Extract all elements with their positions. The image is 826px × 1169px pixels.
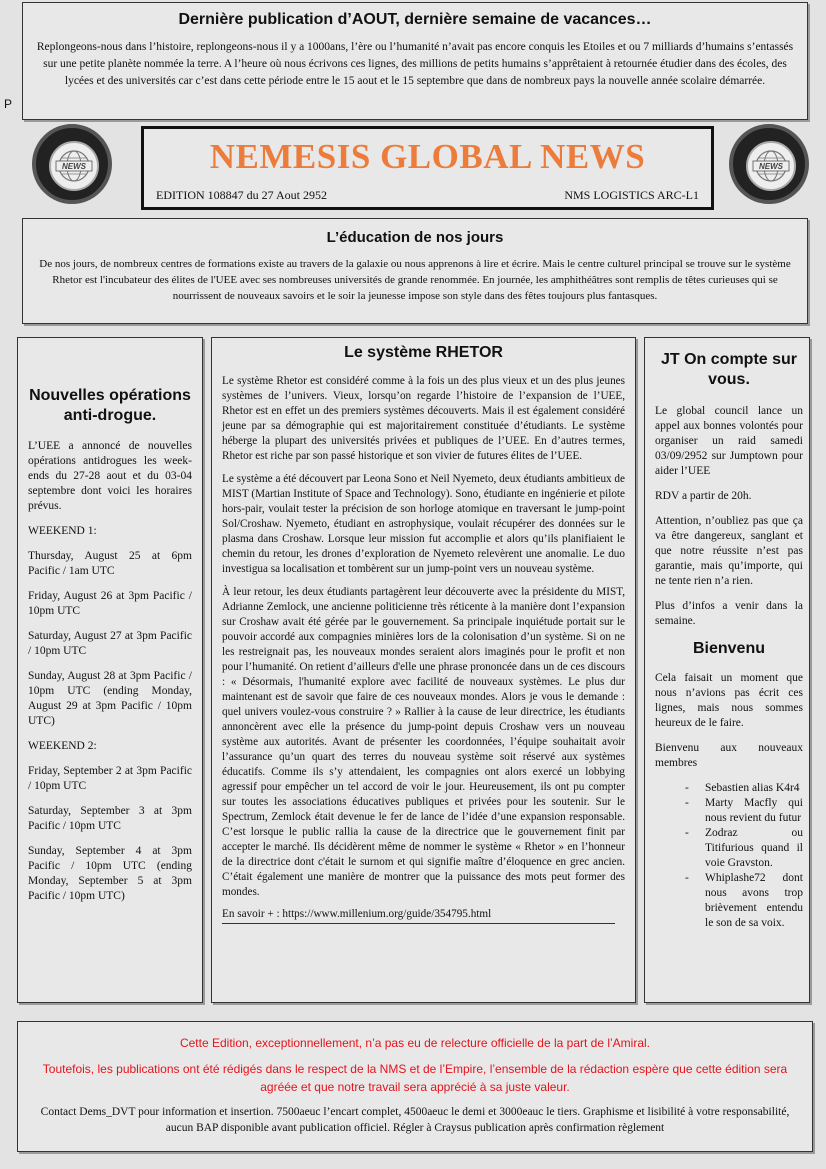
- banner-heading: Dernière publication d’AOUT, dernière semaine de vacances…: [178, 11, 652, 28]
- weekend-1-label: WEEKEND 1:: [28, 525, 97, 537]
- globe-news-icon: [746, 141, 796, 191]
- welcome-heading: Bienvenu: [692, 640, 765, 657]
- anti-drug-intro: L’UEE a annoncé de nouvelles opérations antidrogues les week-ends du 27-28 aout et du 03-04 septembre dont voici les horaires prévus.: [28, 440, 192, 512]
- rhetor-paragraph: À leur retour, les deux étudiants partagèrent leur découverte avec la présidente du MIST, Adrianne Zemlock, une ancienne politicienne très réticente à la manière dont l’expansion sur Croshaw avait été gérée par le gouvernement. Sa principale inquiétude portait sur le pouvoir accordé aux compagnies minières lors de la colonisation d’un système. Si on ne les restreignait pas, les nouveaux mondes seraient alors imaginés pour le profit et non pour l’humanité. On retient d’ailleurs d'elle une phrase prononcée dans un de ces discours : « Désormais, l'humanité explore avec facilité de nouveaux systèmes. Le plus dur maintenant est de savoir que faire de ces nouveaux mondes. Alors je vous le demande : quel univers voulez-vous construire ? » Rallier à la cause de leur directrice, les étudiants annoncèrent avec elle la présence du jump-point depuis Croshaw vers un nouveau système aux autorités. Avant de présenter les coordonnées, l’équipe souhaitait avoir l’assurance qu’un quart des terres du nouveau système soit réservé aux systèmes éducatifs. Comme ils s’y attendaient, les compagnies ont alors exercé un lobbying agressif pour empêcher un tel accord de voir le jour. Heureusement, ils ont pu compter sur toutes les associations éducatives publiques et privées pour les soutenir. Sur le Spectrum, Zemlock était devenue le fer de lance de l’idée d’une expansion responsable. C’est lorsque le public rallia la cause de la directrice que le gouvernement finit par accepter le marché. Ils décidèrent même de nommer le système « Rhetor » en l’honneur de la directrice dont c'était le surnom et qui signifie maître d’éloquence en grec ancien. C’était également une manière de montrer que la puissance des mots peut former des mondes.: [222, 586, 625, 898]
- stray-character: P: [4, 97, 13, 111]
- newspaper-title: NEMESIS GLOBAL NEWS: [209, 137, 646, 176]
- list-item: - Marty Macfly qui nous revient du futur: [655, 796, 803, 826]
- schedule-item: Sunday, September 4 at 3pm Pacific / 10pm UTC (ending Monday, September 5 at 3pm Pacific / 10pm UTC): [28, 845, 192, 902]
- schedule-item: Saturday, August 27 at 3pm Pacific / 10pm UTC: [28, 630, 192, 657]
- education-article: [22, 218, 808, 324]
- schedule-item: Sunday, August 28 at 3pm Pacific / 10pm UTC (ending Monday, August 29 at 3pm Pacific / 10pm UTC): [28, 670, 192, 727]
- anti-drug-heading: Nouvelles opérations anti-drogue.: [29, 387, 191, 424]
- welcome-paragraph: Cela faisait un moment que nous n’avions pas écrit ces lignes, mais nous sommes heureux de le faire.: [655, 672, 803, 729]
- jt-paragraph: Attention, n’oubliez pas que ça va être dangereux, sanglant et que notre réussite n’est pas garantie, mais qu’importe, qui ne tente rien n’a rien.: [655, 515, 803, 587]
- rhetor-heading: Le système RHETOR: [344, 344, 503, 361]
- more-info-link[interactable]: En savoir + : https://www.millenium.org/guide/354795.html: [222, 908, 615, 924]
- contact-info: Contact Dems_DVT pour information et insertion. 7500aeuc l’encart complet, 4500aeuc le demi et 3000eauc le tiers. Graphisme et lisibilité à votre responsabilité, aucun BAP disponible avant publication officiel. Régler à Craysus publication après confirmation règlement: [40, 1106, 790, 1134]
- compliance-notice: Toutefois, les publications ont été rédigés dans le respect de la NMS et de l’Empire, l’ensemble de la rédaction espère que cette édition sera agréée et que notre travail sera apprécié à sa juste valeur.: [42, 1062, 788, 1094]
- right-column: [644, 337, 810, 1003]
- jt-paragraph: Plus d’infos a venir dans la semaine.: [655, 600, 803, 627]
- right-news-badge: [729, 124, 809, 204]
- banner-body: Replongeons-nous dans l’histoire, replongeons-nous il y a 1000ans, l’ère ou l’humanité n’avait pas encore conquis les Etoiles et ou 7 milliards d’humains s’entassés sur une petite planète nommée la terre. A l’heure où nous écrivons ces lignes, des millions de petits humains s’apprêtaient à retournée étudier dans des écoles, des lycées et des universités car c’est dans cette période entre le 15 aout et le 15 septembre que dans de nombreux pays la nouvelle année scolaire démarrée.: [36, 41, 794, 87]
- schedule-item: Friday, September 2 at 3pm Pacific / 10pm UTC: [28, 765, 192, 792]
- edition-line: EDITION 108847 du 27 Aout 2952: [156, 188, 327, 202]
- schedule-item: Saturday, September 3 at 3pm Pacific / 10pm UTC: [28, 805, 192, 832]
- jt-paragraph: RDV a partir de 20h.: [655, 490, 752, 502]
- rhetor-paragraph: Le système a été découvert par Leona Sono et Neil Nyemeto, deux étudiants ambitieux de MIST (Martian Institute of Space and Technology). Sono, étudiante en ingénierie et pilote hors-pair, voulait tester la précision de son horloge atomique en traversant le jump-point Sol/Croshaw. Nyemeto, étudiant en astrophysique, voulait récupérer des données sur le plasma dans Croshaw. Lorsque leur mission fut accomplie et alors qu’ils planifiaient le chemin du retour, les drones d’exploration de Nyemeto relevèrent une anomalie. Le duo investigua sa localisation et tombèrent sur un jump-point vers un nouveau système.: [222, 473, 625, 575]
- member-list: [655, 781, 803, 931]
- education-heading: L’éducation de nos jours: [326, 229, 504, 246]
- globe-news-icon: [49, 141, 99, 191]
- jt-paragraph: Le global council lance un appel aux bonnes volontés pour organiser un raid samedi 03/09/2952 sur Jumptown pour aider l’UEE: [655, 405, 803, 477]
- weekend-2-label: WEEKEND 2:: [28, 740, 97, 752]
- education-body: De nos jours, de nombreux centres de formations existe au travers de la galaxie ou nous apprenons à lire et écrire. Mais le centre culturel principal se trouve sur le système Rhetor est l'incubateur des élites de l'UEE avec ses nombreuses universités de grande renommée. En journée, les amphithéâtres sont remplis de têtes curieuses qui se nourrissent de nouveaux savoirs et le soir la jeunesse impose son style dans des fêtes toujours plus fantasques.: [39, 258, 791, 302]
- left-news-badge: [32, 124, 112, 204]
- list-item: - Zodraz ou Titifurious quand il voie Gravston.: [655, 826, 803, 871]
- anti-drug-article: [17, 337, 203, 1003]
- badge-text: NEWS: [62, 162, 86, 171]
- schedule-item: Friday, August 26 at 3pm Pacific / 10pm UTC: [28, 590, 192, 617]
- list-item: - Whiplashe72 dont nous avons trop brièvement entendu le son de sa voix.: [655, 871, 803, 931]
- jt-heading: JT On compte sur vous.: [660, 351, 798, 388]
- badge-text: NEWS: [759, 162, 783, 171]
- rhetor-article: [211, 337, 636, 1003]
- masthead: [141, 126, 714, 210]
- rhetor-paragraph: Le système Rhetor est considéré comme à la fois un des plus vieux et un des plus jeunes systèmes de l’univers. Vieux, lorsqu’on regarde l’histoire de l’expansion de l’UEE, Rhetor est en effet un des premiers systèmes découverts. Mais il est également considéré jeune par sa démographie qui est majoritairement constituée d’étudiants. Le système héberge la plupart des universités privées et publiques de l’UEE. En d’autres termes, Rhetor est riche par son passé historique et son vivier de futures élites de l’UEE.: [222, 375, 625, 462]
- logistics-line: NMS LOGISTICS ARC-L1: [564, 188, 699, 202]
- list-item: - Sebastien alias K4r4: [655, 781, 803, 796]
- welcome-paragraph: Bienvenu aux nouveaux membres: [655, 742, 803, 769]
- footer-notice: [17, 1021, 813, 1152]
- review-notice: Cette Edition, exceptionnellement, n’a pas eu de relecture officielle de la part de l’Amiral.: [179, 1036, 651, 1050]
- top-banner: [22, 2, 808, 120]
- schedule-item: Thursday, August 25 at 6pm Pacific / 1am UTC: [28, 550, 192, 577]
